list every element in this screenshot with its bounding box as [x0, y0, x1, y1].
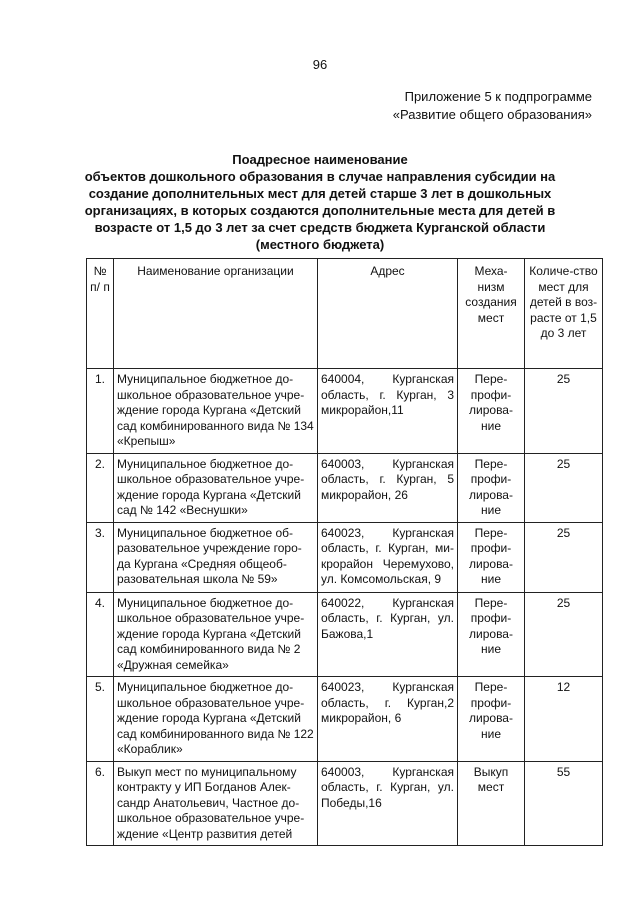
row-count: 25 [525, 522, 603, 592]
appendix-line-1: Приложение 5 к подпрограмме [404, 89, 592, 104]
row-num: 5. [87, 677, 114, 762]
row-mechanism: Пере-профи-лирова-ние [458, 453, 525, 522]
title-line-4: организациях, в которых создаются дополнительные места для детей в [84, 203, 556, 218]
row-address: 640023, Курганская область, г. Курган,2 микрорайон, 6 [318, 677, 458, 762]
title-line-1: Поадресное наименование [232, 152, 408, 167]
row-num: 4. [87, 592, 114, 677]
row-mechanism: Пере-профи-лирова-ние [458, 369, 525, 454]
table-row [87, 592, 603, 677]
row-address: 640004, Курганская область, г. Курган, 3 микрорайон,11 [318, 369, 458, 454]
header-count: Количе-ство мест для детей в воз-расте от 1,5 до 3 лет [525, 259, 603, 369]
row-address: 640003, Курганская область, г. Курган, ул. Победы,16 [318, 761, 458, 846]
row-count: 12 [525, 677, 603, 762]
row-num: 3. [87, 522, 114, 592]
header-address: Адрес [318, 259, 458, 369]
row-num: 2. [87, 453, 114, 522]
row-org: Муниципальное бюджетное до-школьное образовательное учре-ждение города Кургана «Детский сад комбинированного вида № 2 «Дружная семейка» [114, 592, 318, 677]
row-mechanism: Пере-профи-лирова-ние [458, 677, 525, 762]
row-num: 6. [87, 761, 114, 846]
row-address: 640023, Курганская область, г. Курган, ми-крорайон Черемухово, ул. Комсомольская, 9 [318, 522, 458, 592]
row-org: Выкуп мест по муниципальному контракту у ИП Богданов Алек-сандр Анатольевич, Частное до-школьное образовательное учре-ждение «Центр развития детей [114, 761, 318, 846]
table-row [87, 522, 603, 592]
row-org: Муниципальное бюджетное до-школьное образовательное учре-ждение города Кургана «Детский сад № 142 «Веснушки» [114, 453, 318, 522]
appendix-line-2: «Развитие общего образования» [392, 107, 592, 122]
page-number: 96 [312, 57, 328, 72]
row-count: 25 [525, 369, 603, 454]
title-line-5: возрасте от 1,5 до 3 лет за счет средств бюджета Курганской области [94, 220, 546, 235]
row-mechanism: Выкуп мест [458, 761, 525, 846]
header-org: Наименование организации [114, 259, 318, 369]
row-count: 55 [525, 761, 603, 846]
row-num: 1. [87, 369, 114, 454]
row-address: 640003, Курганская область, г. Курган, 5 микрорайон, 26 [318, 453, 458, 522]
table-row [87, 677, 603, 762]
row-count: 25 [525, 592, 603, 677]
row-mechanism: Пере-профи-лирова-ние [458, 522, 525, 592]
header-mechanism: Меха-низм создания мест [458, 259, 525, 369]
table-row [87, 453, 603, 522]
row-org: Муниципальное бюджетное до-школьное образовательное учре-ждение города Кургана «Детский сад комбинированного вида № 134 «Крепыш» [114, 369, 318, 454]
title-line-3: создание дополнительных мест для детей старше 3 лет в дошкольных [88, 186, 552, 201]
row-mechanism: Пере-профи-лирова-ние [458, 592, 525, 677]
title-line-2: объектов дошкольного образования в случае направления субсидии на [84, 169, 556, 184]
row-org: Муниципальное бюджетное об-разовательное учреждение горо-да Кургана «Средняя общеоб-разовательная школа № 59» [114, 522, 318, 592]
row-address: 640022, Курганская область, г. Курган, ул. Бажова,1 [318, 592, 458, 677]
row-count: 25 [525, 453, 603, 522]
document-title [80, 151, 560, 253]
table-header-row [87, 259, 603, 369]
objects-table [86, 258, 603, 846]
title-line-6: (местного бюджета) [255, 237, 385, 252]
row-org: Муниципальное бюджетное до-школьное образовательное учре-ждение города Кургана «Детский сад комбинированного вида № 122 «Кораблик» [114, 677, 318, 762]
appendix-note [393, 88, 592, 124]
table-row [87, 369, 603, 454]
header-num: № п/ п [87, 259, 114, 369]
table-row [87, 761, 603, 846]
